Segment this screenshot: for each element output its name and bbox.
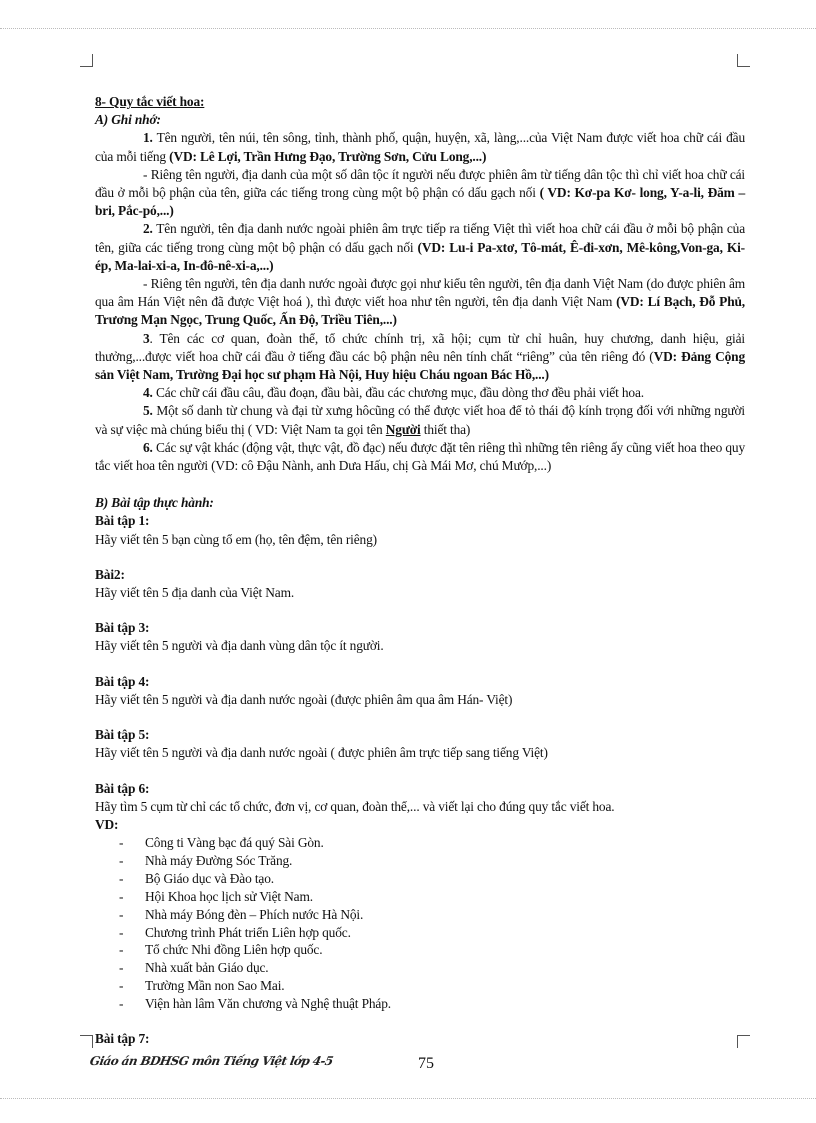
rule-3	[95, 330, 745, 385]
rule-number: 5.	[143, 403, 153, 419]
page-number: 75	[418, 1055, 434, 1072]
rule-number: 1.	[143, 130, 153, 146]
rule-1-note	[95, 166, 745, 221]
rule-example: VD: Đảng Cộng sản Việt Nam, Trường Đại học sư phạm Hà Nội, Huy hiệu Cháu ngoan Bác Hồ,...)	[95, 348, 745, 383]
spacer	[95, 709, 745, 726]
list-item: - Trường Mần non Sao Mai.	[95, 977, 745, 995]
practice-heading: B) Bài tập thực hành:	[95, 495, 214, 511]
list-item: - Nhà máy Đường Sóc Trăng.	[95, 852, 745, 870]
header-divider	[0, 28, 816, 29]
crop-mark-top-left	[80, 54, 93, 67]
rule-4	[95, 384, 745, 402]
exercise-text: Hãy tìm 5 cụm từ chỉ các tổ chức, đơn vị, cơ quan, đoàn thể,... và viết lại cho đúng quy tắc viết hoa.	[95, 798, 615, 814]
exercise-text: Hãy viết tên 5 người và địa danh nước ngoài (được phiên âm qua âm Hán- Việt)	[95, 691, 513, 707]
exercise-title: Bài tập 6:	[95, 780, 150, 796]
crop-mark-bottom-left	[80, 1035, 93, 1048]
exercise-title: Bài tập 1:	[95, 513, 150, 529]
crop-mark-top-right	[737, 54, 750, 67]
list-item: - Chương trình Phát triển Liên hợp quốc.	[95, 924, 745, 942]
spacer	[95, 549, 745, 566]
rule-text-tail: thiết tha)	[420, 421, 471, 437]
rule-example: (VD: Lí Bạch, Đỗ Phủ, Trương Mạn Ngọc, Trung Quốc, Ấn Độ, Triều Tiên,...)	[95, 294, 745, 328]
rule-text: Tên người, tên địa danh nước ngoài phiên âm trực tiếp ra tiếng Việt thì viết hoa chữ cái đầu ở mỗi bộ phận của tên, giữa các tiếng trong cùng một bộ phận có dấu gạch nối	[95, 221, 745, 255]
exercise-text: Hãy viết tên 5 người và địa danh vùng dân tộc ít người.	[95, 638, 384, 654]
rule-text: - Riêng tên người, tên địa danh nước ngoài được gọi như kiểu tên người, tên địa danh Việt Nam (do được phiên âm qua âm Hán Việt nên đã được Việt hoá ), thì được viết hoa như tên người, tên địa danh Việt Nam	[95, 276, 745, 310]
rule-6	[95, 439, 745, 475]
spacer	[95, 602, 745, 619]
emphasized-word: Người	[385, 421, 421, 437]
exercise-text: Hãy viết tên 5 địa danh của Việt Nam.	[95, 585, 295, 601]
list-item: - Tổ chức Nhi đồng Liên hợp quốc.	[95, 941, 745, 959]
exercise-title: Bài tập 5:	[95, 727, 150, 743]
exercise-title: Bài2:	[95, 566, 125, 582]
example-list	[95, 834, 745, 1013]
rule-number: 3	[143, 330, 150, 346]
rule-number: 4.	[143, 385, 153, 401]
rule-2	[95, 220, 745, 275]
exercise-title: Bài tập 4:	[95, 673, 150, 689]
example-label: VD:	[95, 816, 119, 832]
notes-heading: A) Ghi nhớ:	[95, 112, 161, 128]
footer-title: Giáo án BDHSG môn Tiếng Việt lớp 4-5	[88, 1054, 334, 1068]
rule-1	[95, 129, 745, 165]
rule-text: Các sự vật khác (động vật, thực vật, đồ đạc) nếu được đặt tên riêng thì những tên riêng ấy cũng viết hoa theo quy tắc viết hoa tên người (VD: cô Đậu Nành, anh Dưa Hấu, chị Gà Mái Mơ, chú Mướp,...)	[95, 439, 745, 474]
rule-text: Một số danh từ chung và đại từ xưng hôcũng có thể được viết hoa để tỏ thái độ kính trọng đối với những người và sự việc mà chúng biểu thị ( VD: Việt Nam ta gọi tên	[95, 403, 745, 437]
rule-example: (VD: Lu-i Pa-xtơ, Tô-mát, Ê-đi-xơn, Mê-kông,Von-ga, Ki-ép, Ma-lai-xi-a, In-đô-nê-xi-a,...)	[95, 239, 745, 273]
rule-example: ( VD: Kơ-pa Kơ- long, Y-a-li, Đăm –bri, Pắc-pó,...)	[95, 185, 746, 219]
spacer	[95, 475, 745, 494]
exercise-title: Bài tập 3:	[95, 620, 150, 636]
list-item: - Công ti Vàng bạc đá quý Sài Gòn.	[95, 834, 745, 852]
rule-5	[95, 402, 745, 438]
spacer	[95, 763, 745, 780]
rule-number: 2.	[143, 221, 153, 237]
rule-text: Các chữ cái đầu câu, đầu đoạn, đầu bài, đầu các chương mục, đầu dòng thơ đều phải viết hoa.	[152, 385, 644, 401]
list-item: - Viện hàn lâm Văn chương và Nghệ thuật Pháp.	[95, 995, 745, 1013]
exercise-title: Bài tập 7:	[95, 1031, 150, 1047]
page-content	[95, 93, 745, 1048]
section-title: 8- Quy tắc viết hoa:	[95, 94, 205, 109]
rule-example: (VD: Lê Lợi, Trần Hưng Đạo, Trường Sơn, Cửu Long,...)	[169, 148, 487, 164]
rule-number: 6.	[143, 439, 153, 455]
rule-text: Tên người, tên núi, tên sông, tỉnh, thành phố, quận, huyện, xã, làng,...của Việt Nam được viết hoa chữ cái đầu của mỗi tiếng	[95, 130, 745, 164]
list-item: - Nhà xuất bản Giáo dục.	[95, 959, 745, 977]
footer-divider	[0, 1098, 816, 1099]
spacer	[95, 656, 745, 673]
rule-2-note	[95, 275, 745, 330]
rule-text: . Tên các cơ quan, đoàn thể, tổ chức chính trị, xã hội; cụm từ chỉ huân, huy chương, danh hiệu, giải thưởng,...được viết hoa chữ cái đầu ở tiếng đầu các bộ phận nêu nên tính chất “riêng” của tên riêng đó (	[95, 330, 745, 364]
rule-text: - Riêng tên người, địa danh của một số dân tộc ít người nếu được phiên âm từ tiếng dân tộc thì chỉ viết hoa chữ cái đầu ở mỗi bộ phận của tên, giữa các tiếng trong cùng một bộ phận có dấu gạch nối	[95, 166, 745, 201]
exercise-text: Hãy viết tên 5 bạn cùng tổ em (họ, tên đệm, tên riêng)	[95, 531, 377, 547]
spacer	[95, 1013, 745, 1030]
exercise-text: Hãy viết tên 5 người và địa danh nước ngoài ( được phiên âm trực tiếp sang tiếng Việt)	[95, 745, 548, 761]
list-item: - Hội Khoa học lịch sử Việt Nam.	[95, 888, 745, 906]
list-item: - Nhà máy Bóng đèn – Phích nước Hà Nội.	[95, 906, 745, 924]
list-item: - Bộ Giáo dục và Đào tạo.	[95, 870, 745, 888]
